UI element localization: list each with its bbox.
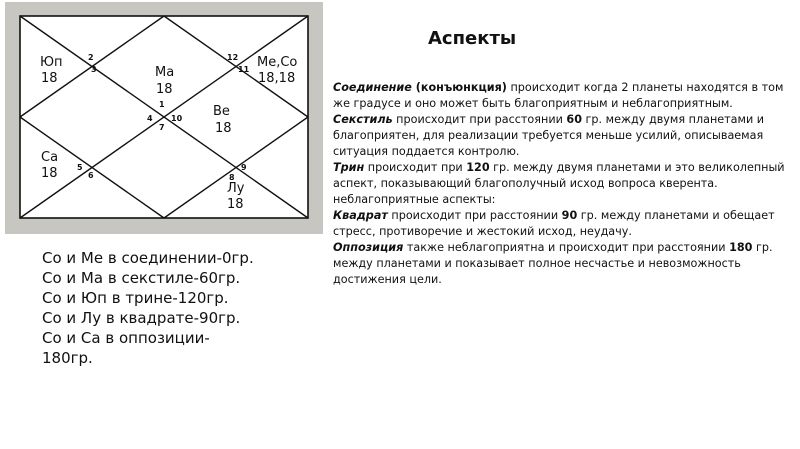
aspect-degree: 60 xyxy=(566,113,582,126)
aspect-term-extra: (конъюнкция) xyxy=(411,81,507,94)
aspect-text: гр. между планетами и обещает стресс, противоречие и жестокий исход, неудачу. xyxy=(333,209,775,238)
chart-diagram xyxy=(5,2,323,234)
astro-chart xyxy=(5,2,323,234)
aspect-text: происходит при расстоянии xyxy=(392,113,567,126)
planet-yup-degree: 18 xyxy=(41,71,58,86)
aspect-degree: 180 xyxy=(729,241,753,254)
house-number-4: 4 xyxy=(147,114,153,123)
summary-line: 180гр. xyxy=(42,349,93,367)
aspect-degree: 90 xyxy=(561,209,578,222)
aspect-degree: 120 xyxy=(466,161,490,174)
aspects-description xyxy=(333,80,793,288)
house-number-11: 11 xyxy=(238,65,250,74)
aspect-trine xyxy=(333,160,793,192)
aspect-text: происходит при расстоянии xyxy=(387,209,562,222)
page-title: Аспекты xyxy=(428,28,517,49)
house-number-6: 6 xyxy=(88,171,94,180)
house-number-10: 10 xyxy=(171,114,183,123)
aspect-text: происходит когда 2 планеты находятся в том же градусе и оно может быть благоприятным и неблагоприятным. xyxy=(333,81,784,110)
house-number-3: 3 xyxy=(91,65,97,74)
aspect-term: Соединение xyxy=(333,81,412,94)
summary-line: Со и Лу в квадрате-90гр. xyxy=(42,309,241,327)
house-number-8: 8 xyxy=(229,173,235,182)
planet-ve-name: Ве xyxy=(213,104,230,119)
planet-meso-name: Ме,Со xyxy=(257,55,298,70)
planet-sa-degree: 18 xyxy=(41,166,58,181)
aspect-text: также неблагоприятна и происходит при расстоянии xyxy=(403,241,730,254)
aspect-term: Трин xyxy=(333,161,365,174)
summary-line: Со и Са в оппозиции- xyxy=(42,329,210,347)
planet-meso-degree: 18,18 xyxy=(258,71,296,86)
house-number-9: 9 xyxy=(241,163,247,172)
house-number-2: 2 xyxy=(88,53,94,62)
aspect-square xyxy=(333,208,793,240)
planet-lu-degree: 18 xyxy=(227,197,244,212)
planet-lu-name: Лу xyxy=(227,181,245,196)
house-number-7: 7 xyxy=(159,123,165,132)
house-number-1: 1 xyxy=(159,100,165,109)
unfavorable-heading: неблагоприятные аспекты: xyxy=(333,193,496,206)
aspect-term: Квадрат xyxy=(333,209,388,222)
house-number-5: 5 xyxy=(77,163,83,172)
summary-line: Со и Юп в трине-120гр. xyxy=(42,289,229,307)
house-number-12: 12 xyxy=(227,53,239,62)
summary-line: Со и Ма в секстиле-60гр. xyxy=(42,269,241,287)
planet-ma-name: Ма xyxy=(155,65,175,80)
aspect-text: гр. между двумя планетами и это великолепный аспект, показывающий благополучный исход вопроса кверента. xyxy=(333,161,785,190)
planet-yup-name: Юп xyxy=(40,55,63,70)
aspect-term: Оппозиция xyxy=(333,241,404,254)
aspect-sextile xyxy=(333,112,793,160)
planet-ve-degree: 18 xyxy=(215,121,232,136)
planet-ma-degree: 18 xyxy=(156,82,173,97)
aspect-conjunction xyxy=(333,80,793,112)
aspect-text: гр. между планетами и показывает полное несчастье и невозможность достижения цели. xyxy=(333,241,773,286)
summary-line: Со и Ме в соединении-0гр. xyxy=(42,249,254,267)
planet-sa-name: Са xyxy=(41,150,59,165)
aspects-summary xyxy=(42,248,332,368)
aspect-term: Секстиль xyxy=(333,113,393,126)
aspect-opposition xyxy=(333,240,793,288)
aspect-text: гр. между двумя планетами и благоприятен, для реализации требуется меньше усилий, описываемая ситуация поддается контролю. xyxy=(333,113,765,158)
aspect-text: происходит при xyxy=(364,161,467,174)
